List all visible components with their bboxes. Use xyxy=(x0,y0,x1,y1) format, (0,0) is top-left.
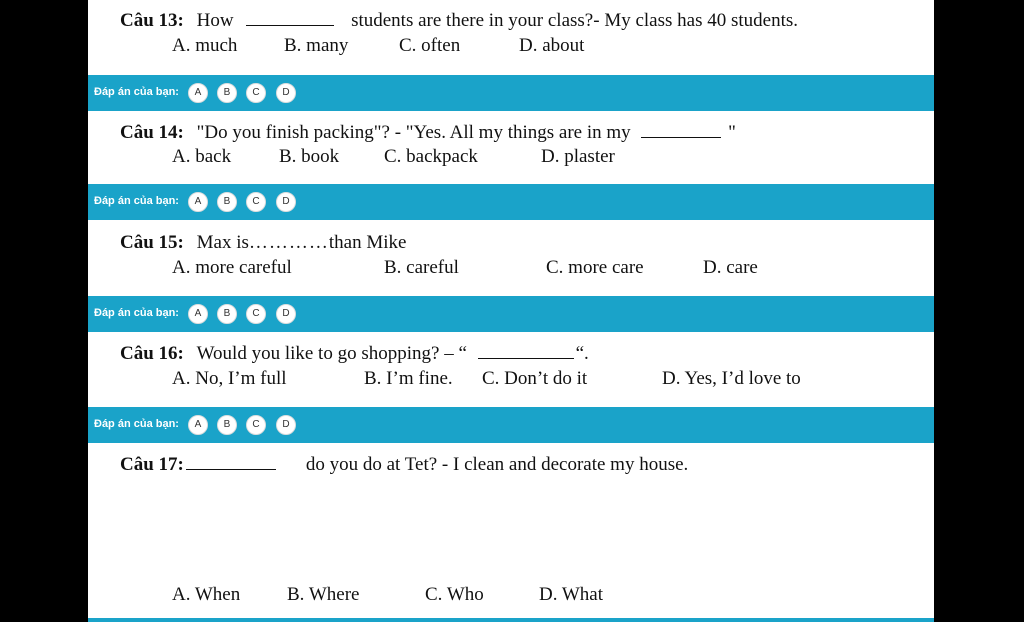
choice-b-button[interactable]: B xyxy=(217,83,237,103)
answer-dots: ………… xyxy=(248,232,329,253)
answer-label: Đáp án của bạn: xyxy=(94,195,179,207)
option-a: A. more careful xyxy=(172,257,292,278)
question-stem xyxy=(120,10,798,32)
answer-label: Đáp án của bạn: xyxy=(94,307,179,319)
option-a: A. When xyxy=(172,584,241,605)
question-number: Câu 13: xyxy=(120,10,184,31)
option-c: C. more care xyxy=(546,257,644,278)
option-b: B. Where xyxy=(287,584,360,605)
stem-text-before: Max is xyxy=(196,232,249,253)
stem-text-after: “. xyxy=(575,343,589,364)
question-stem xyxy=(120,343,589,365)
option-d: D. care xyxy=(703,257,758,278)
answer-bar-13 xyxy=(88,75,934,111)
answer-bar-15 xyxy=(88,296,934,332)
stem-text-after: students are there in your class?- My class has 40 students. xyxy=(351,10,799,31)
stem-text-before: Would you like to go shopping? – “ xyxy=(196,343,467,364)
choice-a-button[interactable]: A xyxy=(188,415,208,435)
choice-c-button[interactable]: C xyxy=(246,304,266,324)
choice-d-button[interactable]: D xyxy=(276,83,296,103)
question-number: Câu 17: xyxy=(120,454,184,475)
stem-text-after: do you do at Tet? - I clean and decorate my house. xyxy=(305,454,689,475)
choice-d-button[interactable]: D xyxy=(276,304,296,324)
choice-b-button[interactable]: B xyxy=(217,192,237,212)
answer-bar-14 xyxy=(88,184,934,220)
option-a: A. No, I’m full xyxy=(172,368,287,389)
question-number: Câu 16: xyxy=(120,343,184,364)
answer-blank xyxy=(246,11,334,26)
choice-c-button[interactable]: C xyxy=(246,192,266,212)
answer-blank xyxy=(186,455,276,470)
choice-b-button[interactable]: B xyxy=(217,304,237,324)
question-number: Câu 14: xyxy=(120,122,184,143)
choice-a-button[interactable]: A xyxy=(188,304,208,324)
stem-text-after: than Mike xyxy=(328,232,407,253)
option-a: A. much xyxy=(172,35,238,56)
option-b: B. I’m fine. xyxy=(364,368,453,389)
stem-text-after: " xyxy=(728,122,736,143)
option-c: C. Who xyxy=(425,584,484,605)
bottom-edge-bar xyxy=(88,618,934,622)
answer-blank xyxy=(478,344,574,359)
answer-blank xyxy=(641,123,721,138)
option-b: B. book xyxy=(279,146,340,167)
option-d: D. What xyxy=(539,584,604,605)
option-b: B. many xyxy=(284,35,349,56)
choice-b-button[interactable]: B xyxy=(217,415,237,435)
answer-bar-16 xyxy=(88,407,934,443)
answer-label: Đáp án của bạn: xyxy=(94,86,179,98)
choice-d-button[interactable]: D xyxy=(276,192,296,212)
option-d: D. about xyxy=(519,35,585,56)
question-stem xyxy=(120,454,688,476)
choice-a-button[interactable]: A xyxy=(188,83,208,103)
question-stem xyxy=(120,122,736,144)
option-b: B. careful xyxy=(384,257,459,278)
option-c: C. Don’t do it xyxy=(482,368,588,389)
worksheet xyxy=(88,0,934,622)
option-a: A. back xyxy=(172,146,232,167)
option-c: C. often xyxy=(399,35,461,56)
choice-c-button[interactable]: C xyxy=(246,415,266,435)
stem-text-before: "Do you finish packing"? - "Yes. All my things are in my xyxy=(196,122,631,143)
question-number: Câu 15: xyxy=(120,232,184,253)
choice-c-button[interactable]: C xyxy=(246,83,266,103)
choice-d-button[interactable]: D xyxy=(276,415,296,435)
option-d: D. Yes, I’d love to xyxy=(662,368,801,389)
choice-a-button[interactable]: A xyxy=(188,192,208,212)
option-c: C. backpack xyxy=(384,146,478,167)
question-stem xyxy=(120,232,406,254)
option-d: D. plaster xyxy=(541,146,615,167)
answer-label: Đáp án của bạn: xyxy=(94,418,179,430)
stem-text-before: How xyxy=(196,10,234,31)
